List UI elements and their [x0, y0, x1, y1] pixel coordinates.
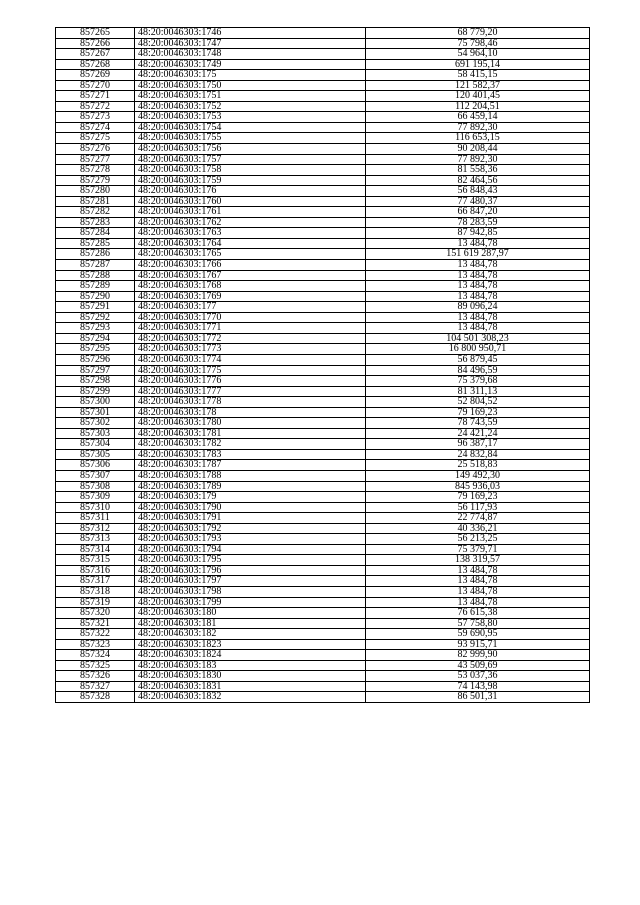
table-row [56, 238, 590, 249]
row-number-cell: 857271 [56, 91, 135, 102]
cadastral-value-cell: 81 558,36 [366, 165, 590, 176]
cadastral-number-cell: 48:20:0046303:1766 [135, 260, 366, 271]
cadastral-number-cell: 48:20:0046303:183 [135, 660, 366, 671]
cadastral-value-cell: 25 518,83 [366, 460, 590, 471]
cadastral-number-cell: 48:20:0046303:1797 [135, 576, 366, 587]
table-row [56, 323, 590, 334]
table-row [56, 544, 590, 555]
row-number-cell: 857325 [56, 660, 135, 671]
cadastral-value-table [55, 27, 590, 703]
cadastral-value-cell: 116 653,15 [366, 133, 590, 144]
document-page [55, 27, 590, 703]
cadastral-number-cell: 48:20:0046303:1771 [135, 323, 366, 334]
row-number-cell: 857328 [56, 692, 135, 703]
cadastral-value-cell: 74 143,98 [366, 681, 590, 692]
cadastral-value-cell: 77 892,30 [366, 122, 590, 133]
row-number-cell: 857281 [56, 196, 135, 207]
table-row [56, 312, 590, 323]
cadastral-number-cell: 48:20:0046303:1775 [135, 365, 366, 376]
table-row [56, 112, 590, 123]
table-row [56, 671, 590, 682]
cadastral-value-cell: 56 117,93 [366, 502, 590, 513]
cadastral-number-cell: 48:20:0046303:181 [135, 618, 366, 629]
row-number-cell: 857299 [56, 386, 135, 397]
row-number-cell: 857293 [56, 323, 135, 334]
table-row [56, 639, 590, 650]
row-number-cell: 857314 [56, 544, 135, 555]
cadastral-value-cell: 104 501 308,23 [366, 333, 590, 344]
cadastral-value-cell: 13 484,78 [366, 312, 590, 323]
cadastral-number-cell: 48:20:0046303:1789 [135, 481, 366, 492]
cadastral-number-cell: 48:20:0046303:1787 [135, 460, 366, 471]
table-row [56, 650, 590, 661]
cadastral-value-cell: 75 798,46 [366, 38, 590, 49]
row-number-cell: 857305 [56, 449, 135, 460]
cadastral-value-cell: 53 037,36 [366, 671, 590, 682]
cadastral-number-cell: 48:20:0046303:1824 [135, 650, 366, 661]
cadastral-value-cell: 93 915,71 [366, 639, 590, 650]
cadastral-value-cell: 13 484,78 [366, 238, 590, 249]
table-row [56, 38, 590, 49]
cadastral-value-cell: 24 421,24 [366, 428, 590, 439]
cadastral-value-cell: 13 484,78 [366, 565, 590, 576]
cadastral-number-cell: 48:20:0046303:1754 [135, 122, 366, 133]
cadastral-value-cell: 13 484,78 [366, 323, 590, 334]
row-number-cell: 857279 [56, 175, 135, 186]
row-number-cell: 857286 [56, 249, 135, 260]
row-number-cell: 857270 [56, 80, 135, 91]
cadastral-number-cell: 48:20:0046303:1774 [135, 354, 366, 365]
table-row [56, 386, 590, 397]
table-row [56, 101, 590, 112]
row-number-cell: 857298 [56, 376, 135, 387]
cadastral-value-cell: 77 892,30 [366, 154, 590, 165]
table-row [56, 660, 590, 671]
cadastral-number-cell: 48:20:0046303:1796 [135, 565, 366, 576]
row-number-cell: 857323 [56, 639, 135, 650]
cadastral-value-cell: 86 501,31 [366, 692, 590, 703]
cadastral-value-cell: 121 582,37 [366, 80, 590, 91]
cadastral-number-cell: 48:20:0046303:1790 [135, 502, 366, 513]
cadastral-value-cell: 96 387,17 [366, 439, 590, 450]
table-row [56, 344, 590, 355]
cadastral-number-cell: 48:20:0046303:1788 [135, 470, 366, 481]
cadastral-value-cell: 79 169,23 [366, 492, 590, 503]
cadastral-value-cell: 112 204,51 [366, 101, 590, 112]
cadastral-value-cell: 82 999,90 [366, 650, 590, 661]
table-row [56, 354, 590, 365]
row-number-cell: 857284 [56, 228, 135, 239]
cadastral-number-cell: 48:20:0046303:1794 [135, 544, 366, 555]
table-body [56, 28, 590, 703]
row-number-cell: 857283 [56, 217, 135, 228]
table-row [56, 281, 590, 292]
row-number-cell: 857319 [56, 597, 135, 608]
row-number-cell: 857296 [56, 354, 135, 365]
cadastral-number-cell: 48:20:0046303:1792 [135, 523, 366, 534]
row-number-cell: 857327 [56, 681, 135, 692]
row-number-cell: 857317 [56, 576, 135, 587]
row-number-cell: 857291 [56, 302, 135, 313]
table-row [56, 165, 590, 176]
table-row [56, 407, 590, 418]
row-number-cell: 857282 [56, 207, 135, 218]
cadastral-number-cell: 48:20:0046303:1768 [135, 281, 366, 292]
table-row [56, 175, 590, 186]
cadastral-number-cell: 48:20:0046303:1761 [135, 207, 366, 218]
table-row [56, 523, 590, 534]
table-row [56, 608, 590, 619]
table-row [56, 228, 590, 239]
cadastral-number-cell: 48:20:0046303:1749 [135, 59, 366, 70]
cadastral-number-cell: 48:20:0046303:1746 [135, 28, 366, 39]
table-row [56, 397, 590, 408]
cadastral-value-cell: 59 690,95 [366, 629, 590, 640]
row-number-cell: 857272 [56, 101, 135, 112]
table-row [56, 291, 590, 302]
cadastral-number-cell: 48:20:0046303:1748 [135, 49, 366, 60]
cadastral-number-cell: 48:20:0046303:1782 [135, 439, 366, 450]
row-number-cell: 857290 [56, 291, 135, 302]
cadastral-value-cell: 56 879,45 [366, 354, 590, 365]
cadastral-value-cell: 138 319,57 [366, 555, 590, 566]
table-row [56, 133, 590, 144]
row-number-cell: 857269 [56, 70, 135, 81]
row-number-cell: 857294 [56, 333, 135, 344]
row-number-cell: 857267 [56, 49, 135, 60]
row-number-cell: 857309 [56, 492, 135, 503]
table-row [56, 502, 590, 513]
row-number-cell: 857313 [56, 534, 135, 545]
cadastral-number-cell: 48:20:0046303:1756 [135, 144, 366, 155]
cadastral-number-cell: 48:20:0046303:1764 [135, 238, 366, 249]
table-row [56, 565, 590, 576]
table-row [56, 629, 590, 640]
cadastral-number-cell: 48:20:0046303:1832 [135, 692, 366, 703]
table-row [56, 618, 590, 629]
cadastral-value-cell: 13 484,78 [366, 586, 590, 597]
table-row [56, 365, 590, 376]
row-number-cell: 857295 [56, 344, 135, 355]
cadastral-value-cell: 57 758,80 [366, 618, 590, 629]
table-row [56, 492, 590, 503]
cadastral-value-cell: 43 509,69 [366, 660, 590, 671]
cadastral-number-cell: 48:20:0046303:1831 [135, 681, 366, 692]
cadastral-value-cell: 84 496,59 [366, 365, 590, 376]
cadastral-number-cell: 48:20:0046303:178 [135, 407, 366, 418]
cadastral-number-cell: 48:20:0046303:1823 [135, 639, 366, 650]
row-number-cell: 857278 [56, 165, 135, 176]
cadastral-number-cell: 48:20:0046303:1762 [135, 217, 366, 228]
cadastral-value-cell: 13 484,78 [366, 281, 590, 292]
cadastral-number-cell: 48:20:0046303:1780 [135, 418, 366, 429]
row-number-cell: 857315 [56, 555, 135, 566]
cadastral-number-cell: 48:20:0046303:1770 [135, 312, 366, 323]
row-number-cell: 857285 [56, 238, 135, 249]
cadastral-value-cell: 13 484,78 [366, 270, 590, 281]
row-number-cell: 857275 [56, 133, 135, 144]
row-number-cell: 857301 [56, 407, 135, 418]
table-row [56, 186, 590, 197]
table-row [56, 376, 590, 387]
row-number-cell: 857307 [56, 470, 135, 481]
row-number-cell: 857277 [56, 154, 135, 165]
cadastral-number-cell: 48:20:0046303:175 [135, 70, 366, 81]
row-number-cell: 857288 [56, 270, 135, 281]
cadastral-number-cell: 48:20:0046303:1773 [135, 344, 366, 355]
cadastral-value-cell: 149 492,30 [366, 470, 590, 481]
cadastral-number-cell: 48:20:0046303:1781 [135, 428, 366, 439]
cadastral-value-cell: 13 484,78 [366, 260, 590, 271]
row-number-cell: 857297 [56, 365, 135, 376]
cadastral-value-cell: 54 964,10 [366, 49, 590, 60]
cadastral-value-cell: 79 169,23 [366, 407, 590, 418]
cadastral-value-cell: 13 484,78 [366, 291, 590, 302]
table-row [56, 449, 590, 460]
cadastral-value-cell: 13 484,78 [366, 597, 590, 608]
cadastral-value-cell: 151 619 287,97 [366, 249, 590, 260]
cadastral-value-cell: 691 195,14 [366, 59, 590, 70]
cadastral-number-cell: 48:20:0046303:1755 [135, 133, 366, 144]
row-number-cell: 857318 [56, 586, 135, 597]
table-row [56, 91, 590, 102]
table-row [56, 428, 590, 439]
cadastral-value-cell: 845 936,03 [366, 481, 590, 492]
table-row [56, 80, 590, 91]
cadastral-value-cell: 82 464,56 [366, 175, 590, 186]
row-number-cell: 857265 [56, 28, 135, 39]
cadastral-value-cell: 77 480,37 [366, 196, 590, 207]
cadastral-number-cell: 48:20:0046303:1791 [135, 513, 366, 524]
cadastral-number-cell: 48:20:0046303:1765 [135, 249, 366, 260]
cadastral-number-cell: 48:20:0046303:1760 [135, 196, 366, 207]
table-row [56, 481, 590, 492]
table-row [56, 207, 590, 218]
cadastral-number-cell: 48:20:0046303:1769 [135, 291, 366, 302]
cadastral-number-cell: 48:20:0046303:1777 [135, 386, 366, 397]
row-number-cell: 857316 [56, 565, 135, 576]
table-row [56, 217, 590, 228]
cadastral-number-cell: 48:20:0046303:1830 [135, 671, 366, 682]
cadastral-value-cell: 40 336,21 [366, 523, 590, 534]
cadastral-number-cell: 48:20:0046303:177 [135, 302, 366, 313]
table-row [56, 692, 590, 703]
table-row [56, 270, 590, 281]
table-row [56, 154, 590, 165]
cadastral-value-cell: 89 096,24 [366, 302, 590, 313]
table-row [56, 534, 590, 545]
cadastral-value-cell: 13 484,78 [366, 576, 590, 587]
cadastral-value-cell: 16 800 950,71 [366, 344, 590, 355]
cadastral-number-cell: 48:20:0046303:1778 [135, 397, 366, 408]
cadastral-value-cell: 58 415,15 [366, 70, 590, 81]
row-number-cell: 857273 [56, 112, 135, 123]
row-number-cell: 857312 [56, 523, 135, 534]
cadastral-value-cell: 78 283,59 [366, 217, 590, 228]
table-row [56, 681, 590, 692]
cadastral-value-cell: 81 311,13 [366, 386, 590, 397]
cadastral-number-cell: 48:20:0046303:1783 [135, 449, 366, 460]
table-row [56, 470, 590, 481]
cadastral-number-cell: 48:20:0046303:1747 [135, 38, 366, 49]
cadastral-value-cell: 66 459,14 [366, 112, 590, 123]
cadastral-number-cell: 48:20:0046303:1763 [135, 228, 366, 239]
table-row [56, 555, 590, 566]
cadastral-value-cell: 75 379,68 [366, 376, 590, 387]
cadastral-value-cell: 22 774,87 [366, 513, 590, 524]
row-number-cell: 857304 [56, 439, 135, 450]
cadastral-number-cell: 48:20:0046303:1750 [135, 80, 366, 91]
cadastral-number-cell: 48:20:0046303:1751 [135, 91, 366, 102]
table-row [56, 144, 590, 155]
table-row [56, 418, 590, 429]
cadastral-number-cell: 48:20:0046303:1753 [135, 112, 366, 123]
table-row [56, 460, 590, 471]
row-number-cell: 857310 [56, 502, 135, 513]
table-row [56, 333, 590, 344]
table-row [56, 576, 590, 587]
cadastral-number-cell: 48:20:0046303:1772 [135, 333, 366, 344]
row-number-cell: 857308 [56, 481, 135, 492]
table-row [56, 597, 590, 608]
cadastral-value-cell: 75 379,71 [366, 544, 590, 555]
cadastral-value-cell: 120 401,45 [366, 91, 590, 102]
row-number-cell: 857303 [56, 428, 135, 439]
table-row [56, 49, 590, 60]
cadastral-number-cell: 48:20:0046303:182 [135, 629, 366, 640]
table-row [56, 59, 590, 70]
row-number-cell: 857324 [56, 650, 135, 661]
cadastral-number-cell: 48:20:0046303:1793 [135, 534, 366, 545]
table-row [56, 302, 590, 313]
cadastral-number-cell: 48:20:0046303:180 [135, 608, 366, 619]
row-number-cell: 857300 [56, 397, 135, 408]
cadastral-value-cell: 52 804,52 [366, 397, 590, 408]
cadastral-number-cell: 48:20:0046303:1776 [135, 376, 366, 387]
cadastral-value-cell: 76 615,38 [366, 608, 590, 619]
table-row [56, 260, 590, 271]
table-row [56, 586, 590, 597]
row-number-cell: 857322 [56, 629, 135, 640]
table-row [56, 513, 590, 524]
row-number-cell: 857274 [56, 122, 135, 133]
cadastral-value-cell: 68 779,20 [366, 28, 590, 39]
row-number-cell: 857266 [56, 38, 135, 49]
cadastral-number-cell: 48:20:0046303:1795 [135, 555, 366, 566]
row-number-cell: 857306 [56, 460, 135, 471]
row-number-cell: 857280 [56, 186, 135, 197]
row-number-cell: 857287 [56, 260, 135, 271]
row-number-cell: 857320 [56, 608, 135, 619]
table-row [56, 70, 590, 81]
cadastral-number-cell: 48:20:0046303:176 [135, 186, 366, 197]
cadastral-number-cell: 48:20:0046303:1767 [135, 270, 366, 281]
table-row [56, 249, 590, 260]
cadastral-value-cell: 66 847,20 [366, 207, 590, 218]
row-number-cell: 857302 [56, 418, 135, 429]
table-row [56, 196, 590, 207]
cadastral-value-cell: 78 743,59 [366, 418, 590, 429]
cadastral-number-cell: 48:20:0046303:1752 [135, 101, 366, 112]
cadastral-value-cell: 90 208,44 [366, 144, 590, 155]
cadastral-value-cell: 87 942,85 [366, 228, 590, 239]
row-number-cell: 857292 [56, 312, 135, 323]
cadastral-number-cell: 48:20:0046303:1799 [135, 597, 366, 608]
cadastral-value-cell: 56 848,43 [366, 186, 590, 197]
row-number-cell: 857311 [56, 513, 135, 524]
cadastral-number-cell: 48:20:0046303:1757 [135, 154, 366, 165]
cadastral-number-cell: 48:20:0046303:1759 [135, 175, 366, 186]
row-number-cell: 857289 [56, 281, 135, 292]
table-row [56, 122, 590, 133]
row-number-cell: 857321 [56, 618, 135, 629]
cadastral-value-cell: 56 213,25 [366, 534, 590, 545]
row-number-cell: 857326 [56, 671, 135, 682]
row-number-cell: 857276 [56, 144, 135, 155]
row-number-cell: 857268 [56, 59, 135, 70]
cadastral-number-cell: 48:20:0046303:1798 [135, 586, 366, 597]
cadastral-value-cell: 24 832,84 [366, 449, 590, 460]
table-row [56, 439, 590, 450]
cadastral-number-cell: 48:20:0046303:179 [135, 492, 366, 503]
table-row [56, 28, 590, 39]
cadastral-number-cell: 48:20:0046303:1758 [135, 165, 366, 176]
